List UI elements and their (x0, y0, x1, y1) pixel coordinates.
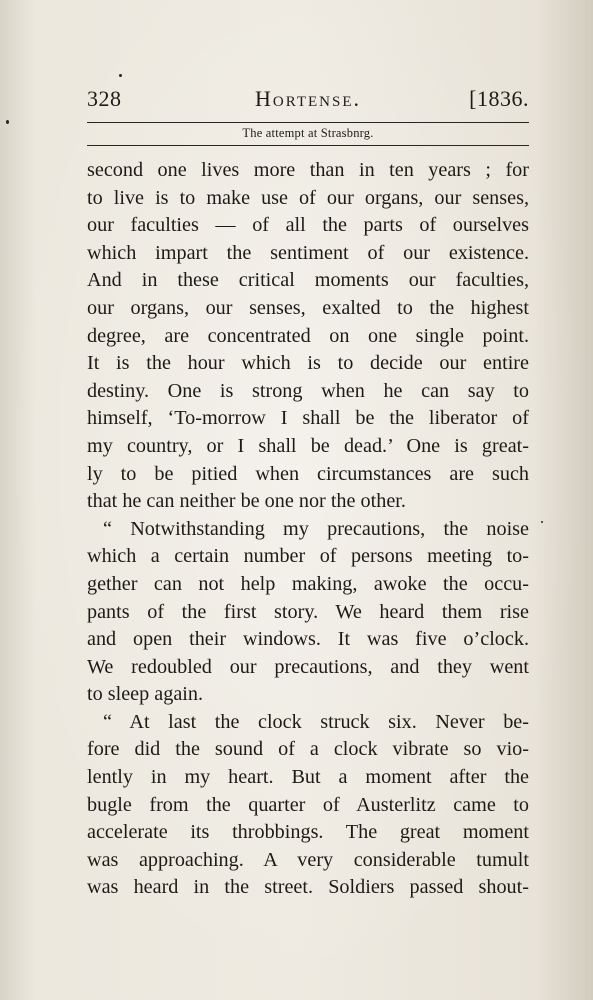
text-line: “ At last the clock struck six. Never be- (103, 710, 529, 733)
text-line: which a certain number of persons meeting to- (87, 545, 529, 568)
text-line: We redoubled our precautions, and they went (87, 655, 529, 678)
text-line: pants of the first story. We heard them rise (87, 600, 529, 623)
year-marker: [1836. (469, 86, 529, 111)
text-line: accelerate its throbbings. The great moment (87, 821, 529, 844)
running-head (87, 86, 529, 114)
text-line: destiny. One is strong when he can say to (87, 379, 529, 402)
text-line: our faculties — of all the parts of ourselves (87, 214, 529, 237)
section-rule (87, 145, 529, 146)
text-line: to live is to make use of our organs, our senses, (87, 186, 529, 209)
text-line: was heard in the street. Soldiers passed shout- (87, 876, 529, 899)
ink-speck (119, 74, 122, 77)
text-line: which impart the sentiment of our existence. (87, 241, 529, 264)
book-title: Hortense. (255, 86, 361, 111)
body-text (87, 157, 529, 902)
page-number: 328 (87, 86, 122, 111)
text-line: lently in my heart. But a moment after the (87, 766, 529, 789)
ink-speck (6, 120, 9, 124)
header-rule (87, 122, 529, 123)
text-line: to sleep again. (87, 683, 204, 706)
ink-speck (541, 521, 543, 523)
text-line: degree, are concentrated on one single point. (87, 324, 529, 347)
text-line: And in these critical moments our faculties, (87, 269, 529, 292)
text-line: It is the hour which is to decide our entire (87, 352, 529, 375)
text-line: and open their windows. It was five o’clock. (87, 628, 529, 651)
text-line: that he can neither be one nor the other. (87, 490, 406, 513)
text-line: gether can not help making, awoke the occu- (87, 572, 529, 595)
text-line: fore did the sound of a clock vibrate so vio- (87, 738, 529, 761)
text-line: ly to be pitied when circumstances are such (87, 462, 529, 485)
text-line: my country, or I shall be dead.’ One is great- (87, 434, 529, 457)
text-line: bugle from the quarter of Austerlitz came to (87, 793, 529, 816)
text-line: “ Notwithstanding my precautions, the noise (103, 517, 529, 540)
text-line: second one lives more than in ten years ; for (87, 159, 529, 181)
text-line: our organs, our senses, exalted to the highest (87, 296, 529, 319)
section-heading: The attempt at Strasbnrg. (242, 126, 374, 140)
text-line: himself, ‘To-morrow I shall be the liberator of (87, 407, 529, 430)
text-line: was approaching. A very considerable tumult (87, 848, 529, 871)
